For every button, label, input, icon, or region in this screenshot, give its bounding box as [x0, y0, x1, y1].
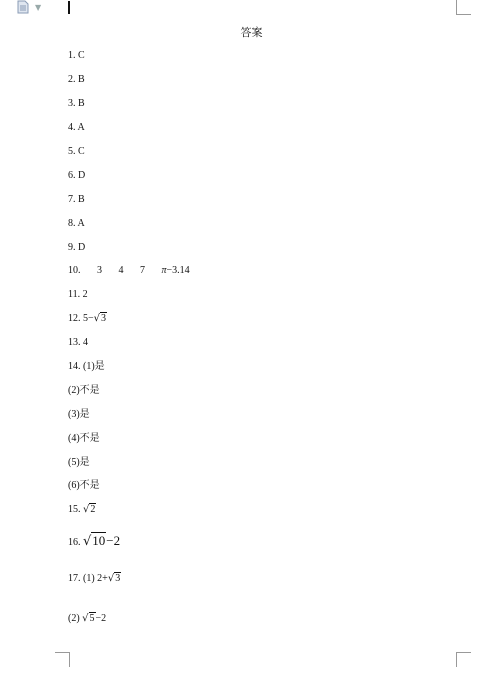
answer-16-suffix: −2 [106, 533, 121, 548]
answer-16 [68, 534, 120, 550]
answer-15-label: 15. [68, 504, 81, 515]
text-cursor [68, 1, 70, 14]
answer-10-value-2: 4 [118, 265, 124, 276]
answer-16-label: 16. [68, 537, 81, 548]
answer-14-2: (2)不是 [68, 385, 100, 396]
answer-14-6: (6)不是 [68, 480, 100, 491]
answer-10-value-4: −3.14 [166, 265, 190, 276]
sqrt-3-b: √3 [107, 573, 121, 584]
answer-4: 4. A [68, 122, 85, 133]
answer-17-label: 17. (1) [68, 573, 95, 584]
sqrt-5: √5 [82, 613, 95, 624]
answer-5: 5. C [68, 146, 85, 157]
page-title: 答案 [240, 26, 263, 39]
answer-12 [68, 312, 107, 326]
answer-17-prefix: 2+ [97, 573, 108, 584]
answer-10-value-3: 7 [140, 265, 145, 276]
answer-2: 2. B [68, 74, 85, 85]
sqrt-3: √3 [93, 313, 107, 324]
answer-17-2-label: (2) [68, 613, 80, 624]
crop-mark-bottom-left [55, 652, 70, 667]
answer-1: 1. C [68, 50, 85, 61]
answer-17-2 [68, 612, 106, 626]
answer-14-1: 14. (1)是 [68, 361, 105, 372]
answer-10-pi: π [161, 265, 167, 276]
answer-11: 11. 2 [68, 289, 88, 300]
answer-6: 6. D [68, 170, 86, 181]
answer-10-value-1: 3 [97, 265, 102, 276]
answer-8: 8. A [68, 218, 85, 229]
answer-14-3: (3)是 [68, 409, 90, 420]
answer-12-prefix: 5− [83, 313, 94, 324]
answer-7: 7. B [68, 194, 85, 205]
answer-12-label: 12. [68, 313, 81, 324]
answer-13: 13. 4 [68, 337, 88, 348]
document-icon[interactable] [16, 0, 30, 14]
chevron-down-icon[interactable]: ▼ [35, 3, 42, 12]
answer-10-label: 10. [68, 265, 81, 276]
answer-10 [68, 264, 190, 278]
answer-3: 3. B [68, 98, 85, 109]
crop-mark-top-right [456, 0, 471, 15]
answer-17-1 [68, 572, 121, 586]
answer-9: 9. D [68, 242, 86, 253]
answer-14-5: (5)是 [68, 457, 90, 468]
crop-mark-bottom-right [456, 652, 471, 667]
answer-14-4: (4)不是 [68, 433, 100, 444]
answer-15 [68, 503, 96, 517]
answer-17-2-suffix: −2 [95, 613, 107, 624]
sqrt-2: √2 [83, 504, 96, 515]
sqrt-10: √10 [83, 533, 106, 549]
